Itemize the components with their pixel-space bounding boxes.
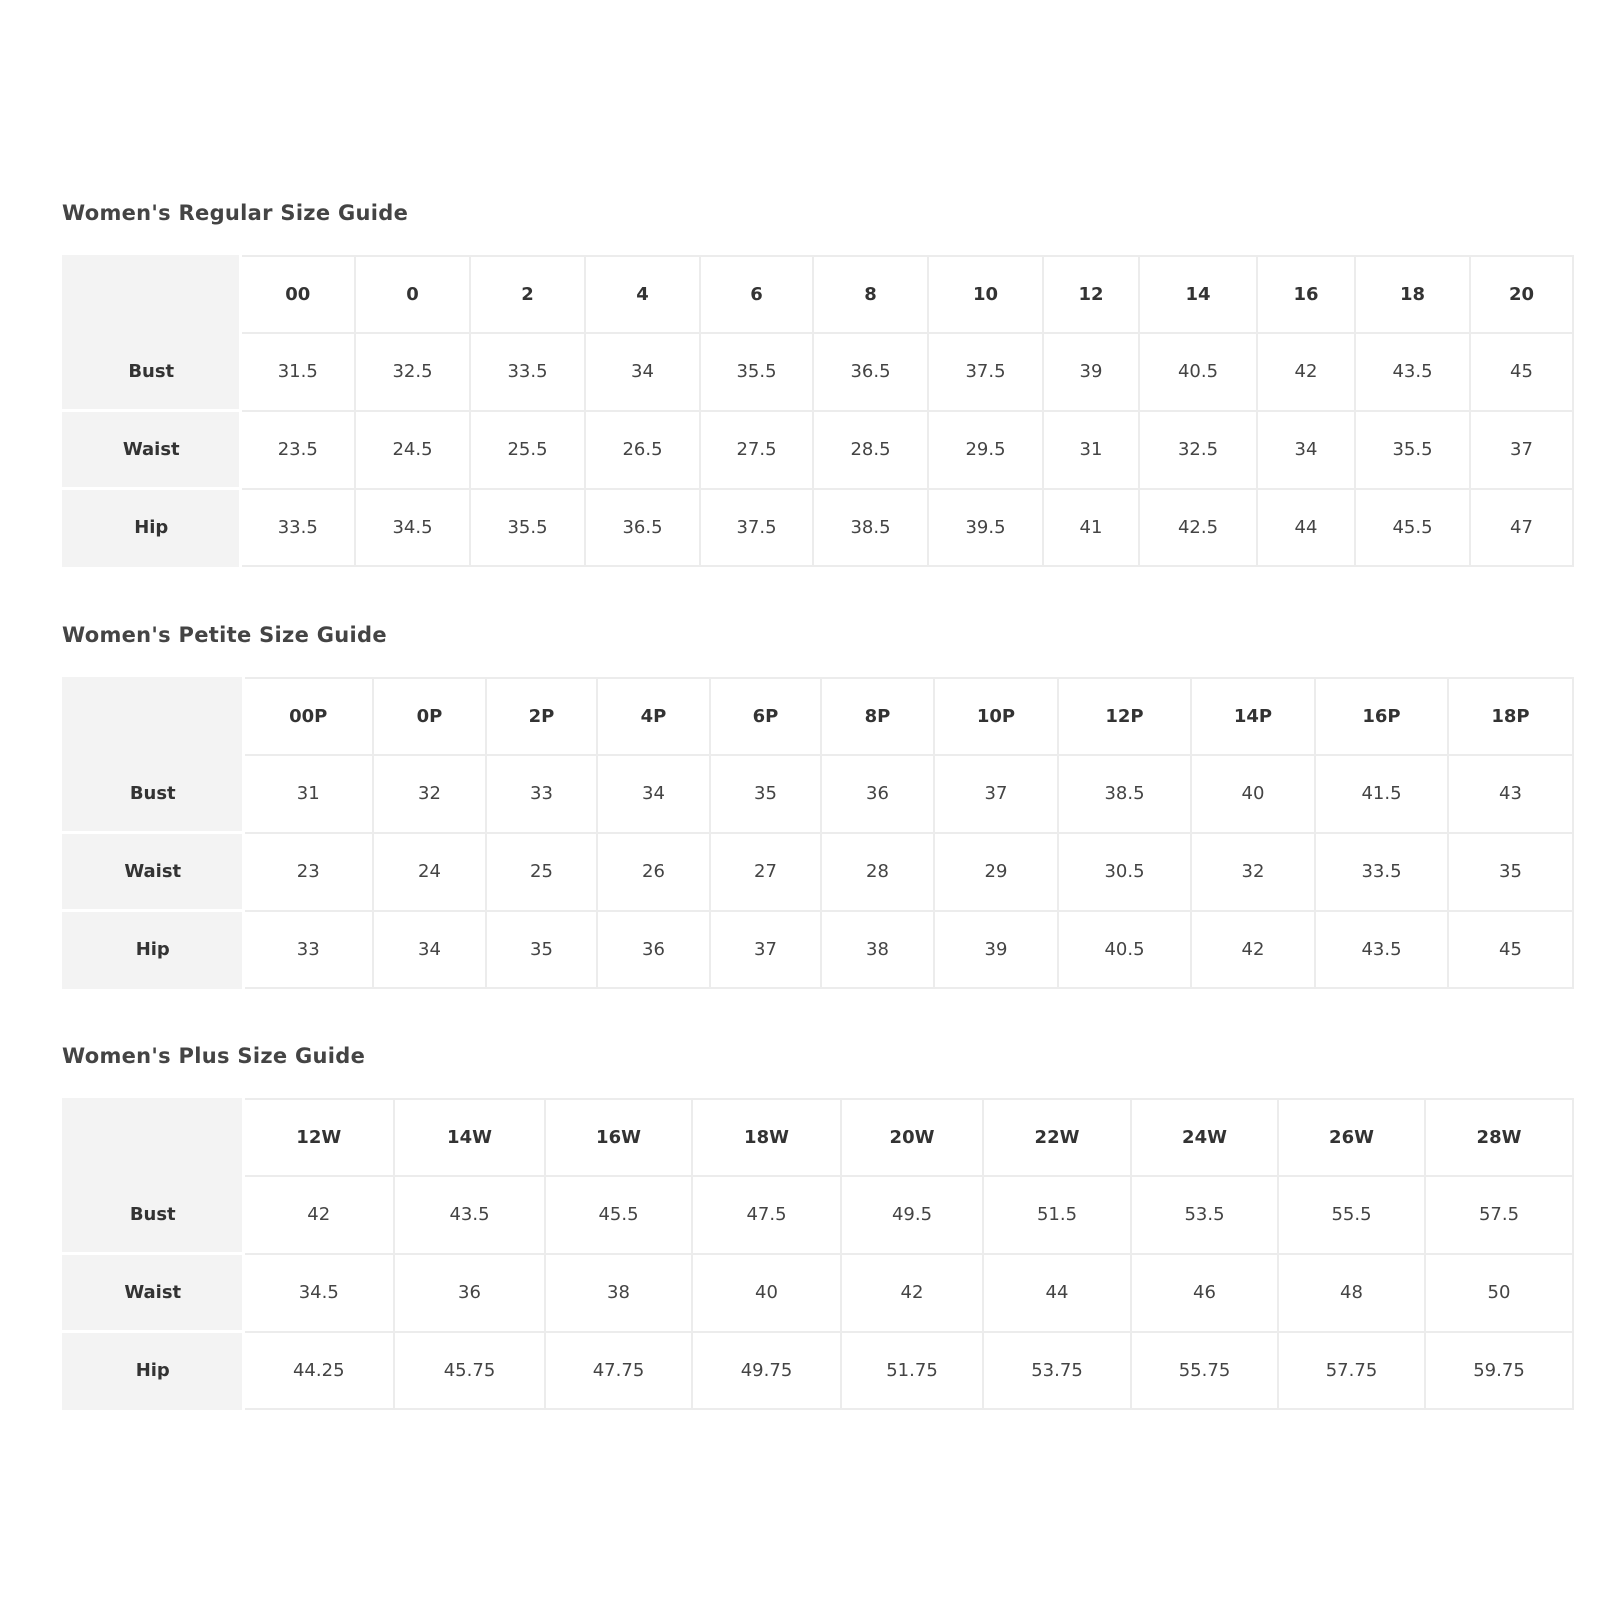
measurement-cell: 24 — [373, 833, 486, 911]
measurement-cell: 35.5 — [700, 333, 813, 411]
measurement-cell: 26 — [597, 833, 710, 911]
measurement-cell: 33 — [486, 755, 597, 833]
size-header: 6 — [700, 256, 813, 333]
table-row — [63, 1176, 1573, 1254]
measurement-cell: 26.5 — [585, 411, 700, 489]
measurement-cell: 31.5 — [240, 333, 355, 411]
size-header: 10 — [928, 256, 1043, 333]
table-row — [63, 911, 1573, 989]
petite-size-table — [62, 677, 1574, 989]
measurement-cell: 44.25 — [243, 1332, 394, 1410]
measurement-cell: 42 — [1257, 333, 1355, 411]
row-label-bust: Bust — [63, 333, 240, 411]
petite-size-guide — [62, 620, 1572, 960]
measurement-cell: 37.5 — [700, 489, 813, 567]
measurement-cell: 45.5 — [1355, 489, 1470, 567]
measurement-cell: 53.5 — [1131, 1176, 1278, 1254]
measurement-cell: 33.5 — [240, 489, 355, 567]
measurement-cell: 24.5 — [355, 411, 470, 489]
measurement-cell: 35 — [486, 911, 597, 989]
measurement-cell: 36 — [597, 911, 710, 989]
size-header: 8 — [813, 256, 928, 333]
measurement-cell: 38 — [821, 911, 934, 989]
measurement-cell: 33 — [243, 911, 373, 989]
measurement-cell: 45.5 — [545, 1176, 692, 1254]
measurement-cell: 34 — [1257, 411, 1355, 489]
size-header: 4 — [585, 256, 700, 333]
measurement-cell: 49.5 — [841, 1176, 983, 1254]
guide-title: Women's Petite Size Guide — [62, 623, 387, 647]
size-header: 12W — [243, 1099, 394, 1176]
size-header-row — [63, 1099, 1573, 1176]
measurement-cell: 41 — [1043, 489, 1139, 567]
size-header-row — [63, 678, 1573, 755]
measurement-cell: 43.5 — [394, 1176, 545, 1254]
table-row — [63, 1254, 1573, 1332]
measurement-cell: 48 — [1278, 1254, 1425, 1332]
measurement-cell: 33.5 — [470, 333, 585, 411]
size-header: 18W — [692, 1099, 841, 1176]
measurement-cell: 33.5 — [1315, 833, 1448, 911]
size-header: 16 — [1257, 256, 1355, 333]
row-label-hip: Hip — [63, 489, 240, 567]
measurement-cell: 42.5 — [1139, 489, 1257, 567]
measurement-cell: 35.5 — [470, 489, 585, 567]
measurement-cell: 55.75 — [1131, 1332, 1278, 1410]
guide-title: Women's Regular Size Guide — [62, 201, 409, 225]
measurement-cell: 31 — [243, 755, 373, 833]
measurement-cell: 36.5 — [813, 333, 928, 411]
measurement-cell: 42 — [841, 1254, 983, 1332]
size-header: 16W — [545, 1099, 692, 1176]
size-header: 6P — [710, 678, 821, 755]
measurement-cell: 42 — [1191, 911, 1315, 989]
table-row — [63, 333, 1573, 411]
plus-size-table — [62, 1098, 1574, 1410]
measurement-cell: 35 — [1448, 833, 1573, 911]
measurement-cell: 39 — [1043, 333, 1139, 411]
corner-cell — [63, 678, 243, 755]
size-header: 2P — [486, 678, 597, 755]
row-label-waist: Waist — [63, 1254, 243, 1332]
measurement-cell: 47 — [1470, 489, 1573, 567]
measurement-cell: 40 — [1191, 755, 1315, 833]
plus-size-guide — [62, 1041, 1572, 1381]
measurement-cell: 43 — [1448, 755, 1573, 833]
size-header-row — [63, 256, 1573, 333]
measurement-cell: 38.5 — [1058, 755, 1191, 833]
size-header: 16P — [1315, 678, 1448, 755]
measurement-cell: 31 — [1043, 411, 1139, 489]
measurement-cell: 38.5 — [813, 489, 928, 567]
corner-cell — [63, 256, 240, 333]
measurement-cell: 38 — [545, 1254, 692, 1332]
size-header: 8P — [821, 678, 934, 755]
size-header: 00 — [240, 256, 355, 333]
measurement-cell: 23 — [243, 833, 373, 911]
measurement-cell: 32.5 — [355, 333, 470, 411]
measurement-cell: 29.5 — [928, 411, 1043, 489]
measurement-cell: 50 — [1425, 1254, 1573, 1332]
measurement-cell: 39.5 — [928, 489, 1043, 567]
table-row — [63, 833, 1573, 911]
measurement-cell: 27 — [710, 833, 821, 911]
measurement-cell: 44 — [1257, 489, 1355, 567]
measurement-cell: 37.5 — [928, 333, 1043, 411]
measurement-cell: 34.5 — [355, 489, 470, 567]
size-header: 4P — [597, 678, 710, 755]
row-label-waist: Waist — [63, 833, 243, 911]
size-header: 20 — [1470, 256, 1573, 333]
regular-size-table — [62, 255, 1574, 567]
regular-size-guide — [62, 198, 1572, 538]
measurement-cell: 44 — [983, 1254, 1131, 1332]
size-header: 2 — [470, 256, 585, 333]
measurement-cell: 28 — [821, 833, 934, 911]
measurement-cell: 34 — [585, 333, 700, 411]
measurement-cell: 37 — [710, 911, 821, 989]
corner-cell — [63, 1099, 243, 1176]
size-header: 20W — [841, 1099, 983, 1176]
measurement-cell: 51.75 — [841, 1332, 983, 1410]
table-row — [63, 411, 1573, 489]
measurement-cell: 32 — [1191, 833, 1315, 911]
measurement-cell: 41.5 — [1315, 755, 1448, 833]
measurement-cell: 32 — [373, 755, 486, 833]
size-header: 10P — [934, 678, 1058, 755]
measurement-cell: 36 — [821, 755, 934, 833]
size-header: 14 — [1139, 256, 1257, 333]
measurement-cell: 45 — [1448, 911, 1573, 989]
size-header: 26W — [1278, 1099, 1425, 1176]
measurement-cell: 43.5 — [1355, 333, 1470, 411]
measurement-cell: 25 — [486, 833, 597, 911]
measurement-cell: 51.5 — [983, 1176, 1131, 1254]
size-header: 12P — [1058, 678, 1191, 755]
measurement-cell: 28.5 — [813, 411, 928, 489]
measurement-cell: 36.5 — [585, 489, 700, 567]
measurement-cell: 35 — [710, 755, 821, 833]
measurement-cell: 23.5 — [240, 411, 355, 489]
measurement-cell: 34 — [373, 911, 486, 989]
measurement-cell: 37 — [1470, 411, 1573, 489]
size-header: 00P — [243, 678, 373, 755]
size-header: 18 — [1355, 256, 1470, 333]
row-label-hip: Hip — [63, 1332, 243, 1410]
size-header: 14W — [394, 1099, 545, 1176]
measurement-cell: 34.5 — [243, 1254, 394, 1332]
measurement-cell: 45 — [1470, 333, 1573, 411]
measurement-cell: 25.5 — [470, 411, 585, 489]
size-header: 28W — [1425, 1099, 1573, 1176]
measurement-cell: 34 — [597, 755, 710, 833]
row-label-bust: Bust — [63, 755, 243, 833]
measurement-cell: 57.75 — [1278, 1332, 1425, 1410]
measurement-cell: 59.75 — [1425, 1332, 1573, 1410]
table-row — [63, 489, 1573, 567]
measurement-cell: 29 — [934, 833, 1058, 911]
size-header: 0 — [355, 256, 470, 333]
row-label-waist: Waist — [63, 411, 240, 489]
guide-title: Women's Plus Size Guide — [62, 1044, 366, 1068]
measurement-cell: 32.5 — [1139, 411, 1257, 489]
measurement-cell: 35.5 — [1355, 411, 1470, 489]
table-row — [63, 755, 1573, 833]
measurement-cell: 40 — [692, 1254, 841, 1332]
measurement-cell: 36 — [394, 1254, 545, 1332]
table-row — [63, 1332, 1573, 1410]
size-header: 18P — [1448, 678, 1573, 755]
size-header: 22W — [983, 1099, 1131, 1176]
measurement-cell: 57.5 — [1425, 1176, 1573, 1254]
row-label-bust: Bust — [63, 1176, 243, 1254]
size-header: 0P — [373, 678, 486, 755]
measurement-cell: 49.75 — [692, 1332, 841, 1410]
measurement-cell: 42 — [243, 1176, 394, 1254]
measurement-cell: 37 — [934, 755, 1058, 833]
measurement-cell: 47.5 — [692, 1176, 841, 1254]
size-header: 24W — [1131, 1099, 1278, 1176]
row-label-hip: Hip — [63, 911, 243, 989]
size-header: 12 — [1043, 256, 1139, 333]
measurement-cell: 46 — [1131, 1254, 1278, 1332]
measurement-cell: 40.5 — [1139, 333, 1257, 411]
measurement-cell: 30.5 — [1058, 833, 1191, 911]
measurement-cell: 43.5 — [1315, 911, 1448, 989]
measurement-cell: 55.5 — [1278, 1176, 1425, 1254]
measurement-cell: 53.75 — [983, 1332, 1131, 1410]
measurement-cell: 27.5 — [700, 411, 813, 489]
size-header: 14P — [1191, 678, 1315, 755]
measurement-cell: 47.75 — [545, 1332, 692, 1410]
measurement-cell: 45.75 — [394, 1332, 545, 1410]
measurement-cell: 39 — [934, 911, 1058, 989]
measurement-cell: 40.5 — [1058, 911, 1191, 989]
